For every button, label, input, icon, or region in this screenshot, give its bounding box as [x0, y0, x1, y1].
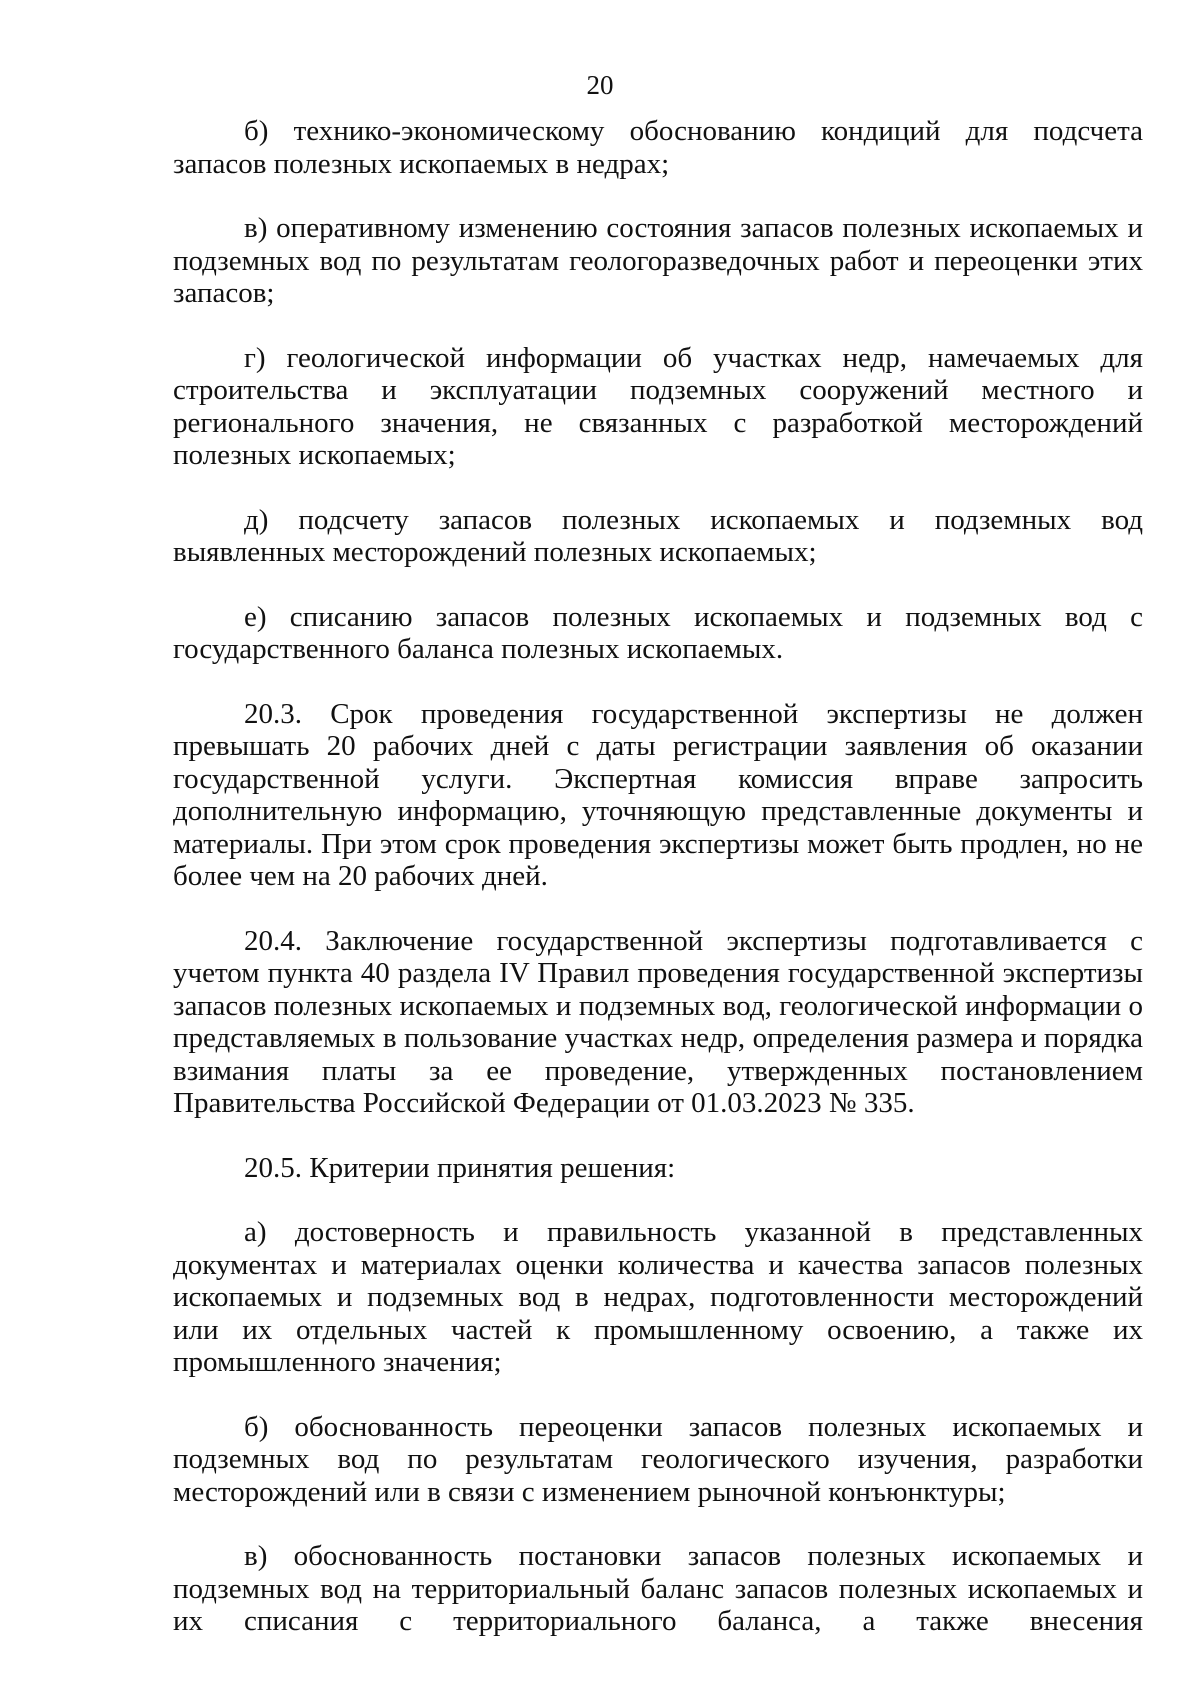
- paragraph-v-territorial-balance: в) обоснованность постановки запасов полезных ископаемых и подземных вод на территориальный баланс запасов полезных ископаемых и их списания с территориального баланса, а также внесения: [173, 1540, 1143, 1637]
- paragraph-b-revaluation: б) обоснованность переоценки запасов полезных ископаемых и подземных вод по результатам геологического изучения, разработки месторождений или в связи с изменением рыночной конъюнктуры;: [173, 1410, 1143, 1508]
- paragraph-g-geological-info: г) геологической информации об участках недр, намечаемых для строительства и эксплуатации подземных сооружений местного и регионального значения, не связанных с разработкой месторождений полезных ископаемых;: [173, 341, 1143, 471]
- paragraph-b-tech-econ: б) технико-экономическому обоснованию кондиций для подсчета запасов полезных ископаемых в недрах;: [173, 115, 1143, 180]
- page-number: 20: [586, 70, 614, 100]
- paragraph-20-5-criteria-heading: 20.5. Критерии принятия решения:: [244, 1151, 676, 1184]
- paragraph-20-3-expertise-term: 20.3. Срок проведения государственной экспертизы не должен превышать 20 рабочих дней с даты регистрации заявления об оказании государственной услуги. Экспертная комиссия вправе запросить дополнительную информацию, уточняющую представленные документы и материалы. При этом срок проведения экспертизы может быть продлен, но не более чем на 20 рабочих дней.: [173, 697, 1143, 892]
- paragraph-a-reliability: а) достоверность и правильность указанной в представленных документах и материалах оценки количества и качества запасов полезных ископаемых и подземных вод в недрах, подготовленности месторождений или их отдельных частей к промышленному освоению, а также их промышленного значения;: [173, 1216, 1143, 1378]
- paragraph-e-write-off: е) списанию запасов полезных ископаемых и подземных вод с государственного баланса полезных ископаемых.: [173, 600, 1143, 665]
- paragraph-d-reserves-count: д) подсчету запасов полезных ископаемых и подземных вод выявленных месторождений полезных ископаемых;: [173, 503, 1143, 568]
- document-body: [173, 115, 1143, 1638]
- paragraph-v-operative: в) оперативному изменению состояния запасов полезных ископаемых и подземных вод по результатам геологоразведочных работ и переоценки этих запасов;: [173, 212, 1143, 309]
- paragraph-20-4-conclusion: 20.4. Заключение государственной экспертизы подготавливается с учетом пункта 40 раздела IV Правил проведения государственной экспертизы запасов полезных ископаемых и подземных вод, геологической информации о представляемых в пользование участках недр, определения размера и порядка взимания платы за ее проведение, утвержденных постановлением Правительства Российской Федерации от 01.03.2023 № 335.: [173, 924, 1143, 1119]
